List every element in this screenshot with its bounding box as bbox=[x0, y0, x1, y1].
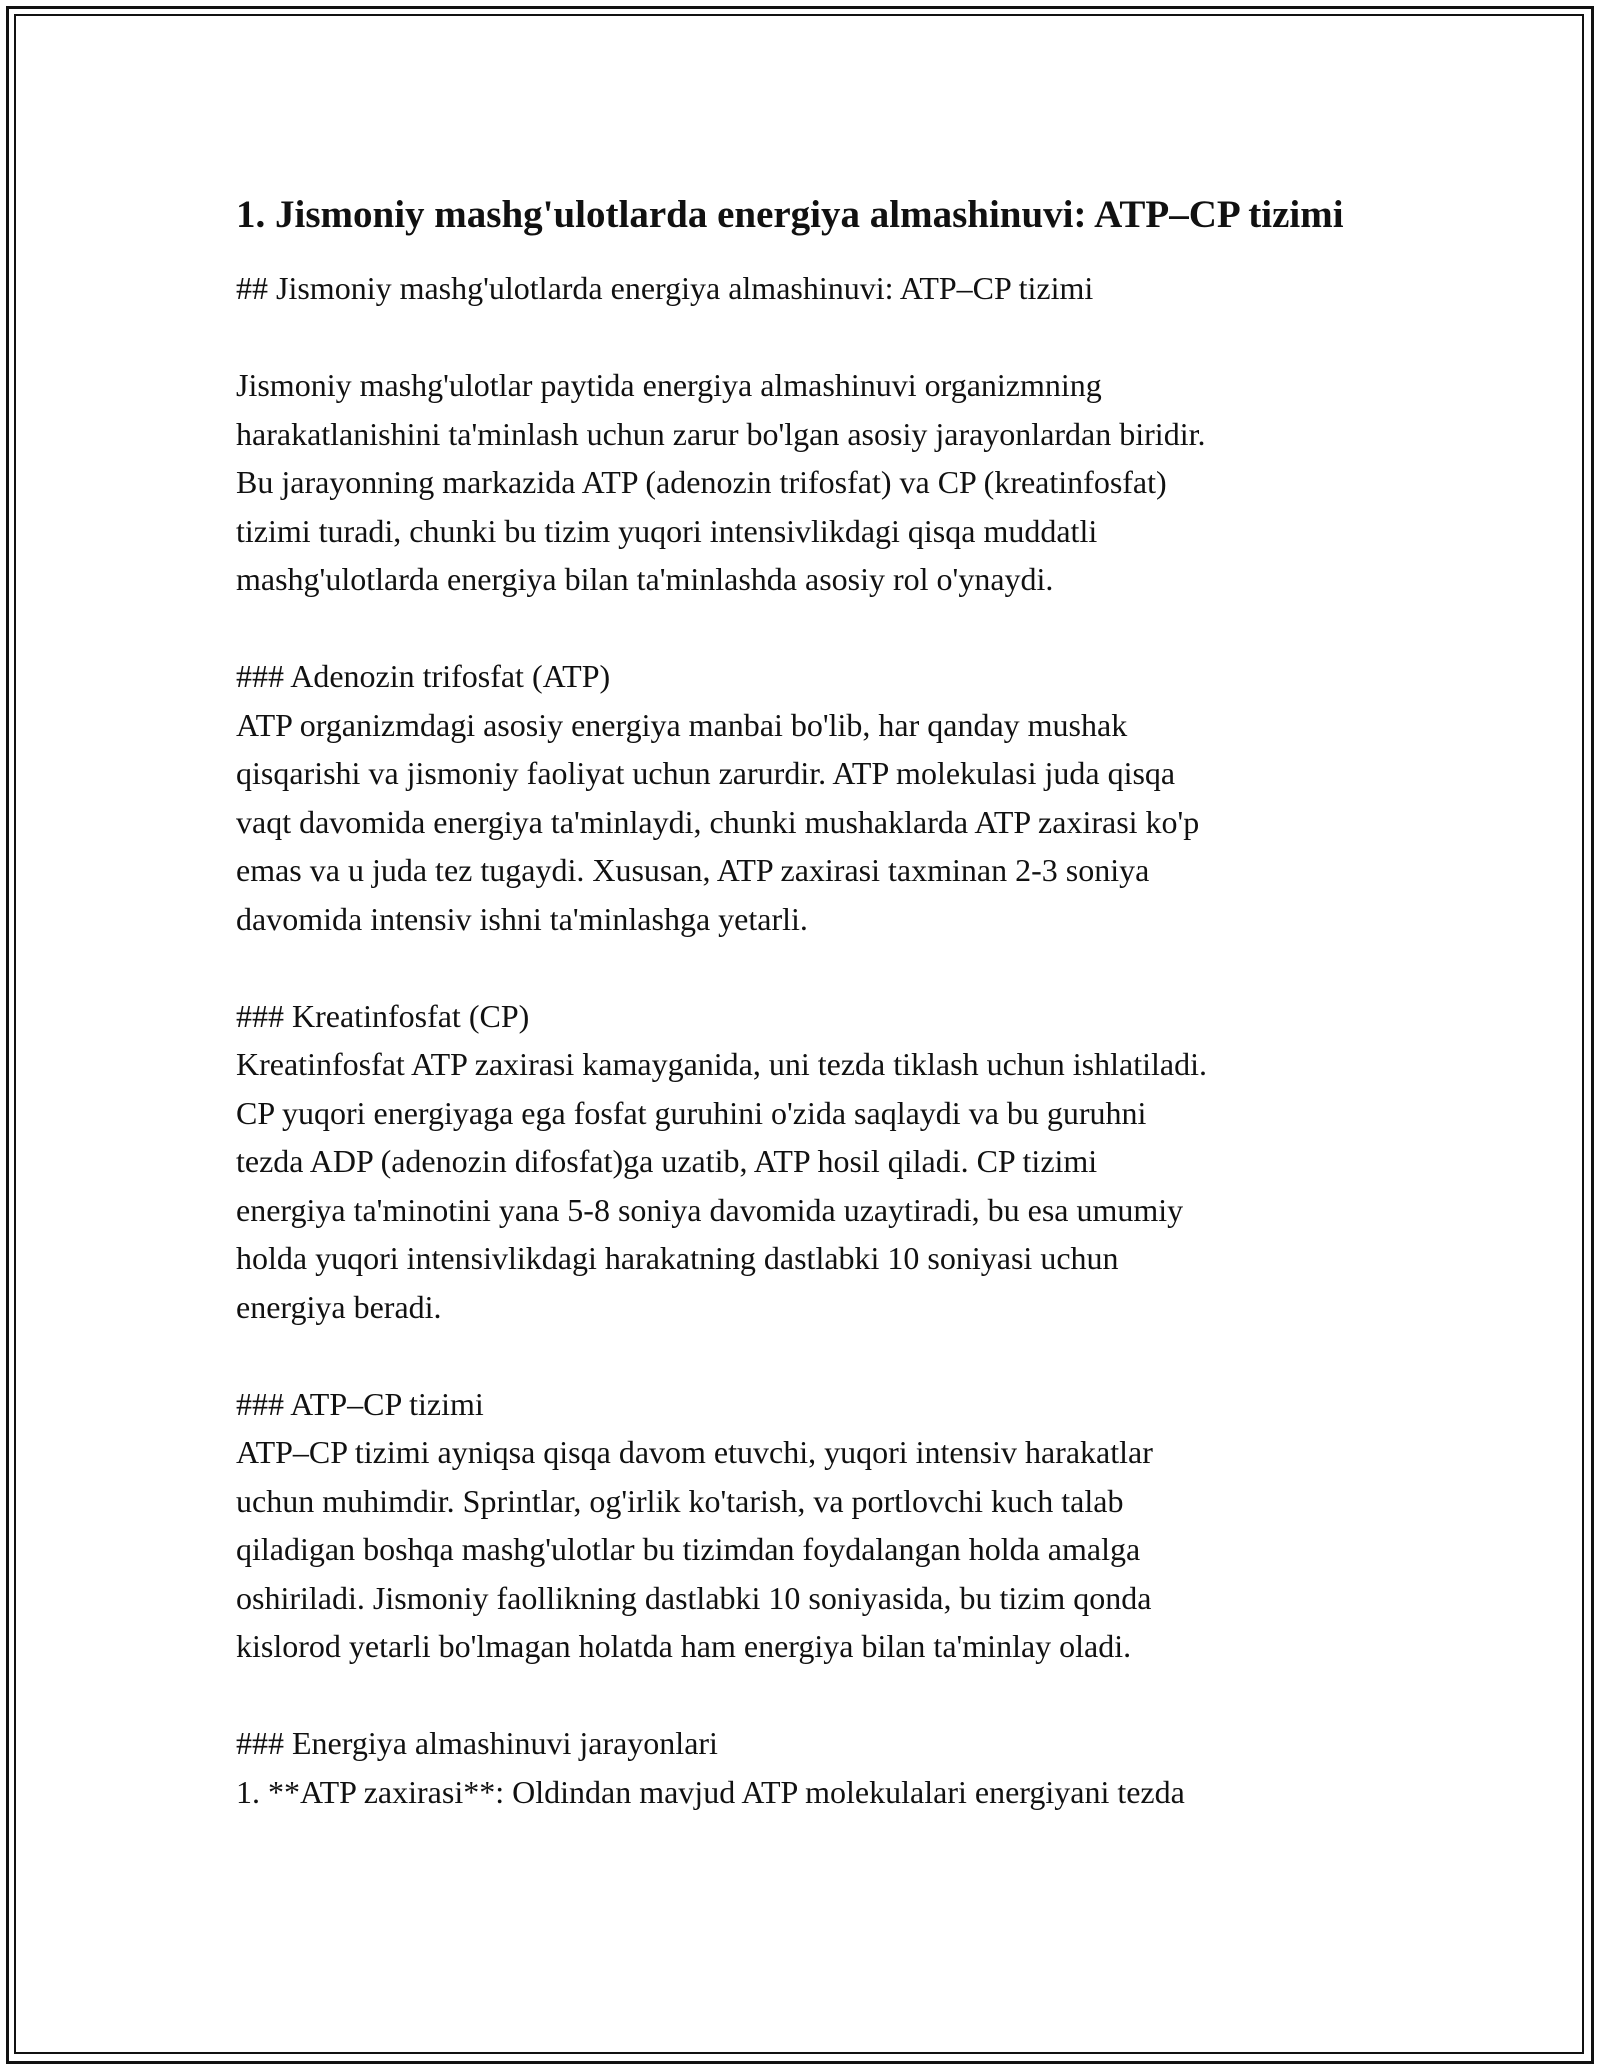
text-line: kislorod yetarli bo'lmagan holatda ham energiya bilan ta'minlay oladi. bbox=[236, 1628, 1132, 1664]
text-line: Kreatinfosfat ATP zaxirasi kamayganida, uni tezda tiklash uchun ishlatiladi. bbox=[236, 1046, 1207, 1082]
blank-line bbox=[236, 943, 1366, 992]
list-item: 1. **ATP zaxirasi**: Oldindan mavjud ATP molekulalari energiyani tezda bbox=[236, 1773, 1185, 1810]
blank-line bbox=[236, 604, 1366, 653]
document-title: 1. Jismoniy mashg'ulotlarda energiya almashinuvi: ATP–CP tizimi bbox=[236, 193, 1344, 236]
text-line: qisqarishi va jismoniy faoliyat uchun zarurdir. ATP molekulasi juda qisqa bbox=[236, 755, 1176, 791]
text-line: Jismoniy mashg'ulotlar paytida energiya almashinuvi organizmning bbox=[236, 367, 1102, 403]
section-energy-processes bbox=[236, 1719, 1366, 1816]
blank-line bbox=[236, 1331, 1366, 1380]
blank-line bbox=[236, 313, 1366, 362]
section-heading: ### Kreatinfosfat (CP) bbox=[236, 997, 530, 1034]
text-line: energiya ta'minotini yana 5-8 soniya davomida uzaytiradi, bu esa umumiy bbox=[236, 1191, 1184, 1228]
text-line: oshiriladi. Jismoniy faollikning dastlabki 10 soniyasida, bu tizim qonda bbox=[236, 1579, 1152, 1616]
document-body bbox=[236, 188, 1366, 1816]
text-line: holda yuqori intensivlikdagi harakatning dastlabki 10 soniyasi uchun bbox=[236, 1240, 1119, 1276]
text-line: davomida intensiv ishni ta'minlashga yetarli. bbox=[236, 900, 808, 937]
text-line: tizimi turadi, chunki bu tizim yuqori intensivlikdagi qisqa muddatli bbox=[236, 512, 1098, 549]
text-line: uchun muhimdir. Sprintlar, og'irlik ko'tarish, va portlovchi kuch talab bbox=[236, 1482, 1124, 1519]
section-atp-cp bbox=[236, 1380, 1366, 1671]
text-line: Bu jarayonning markazida ATP (adenozin trifosfat) va CP (kreatinfosfat) bbox=[236, 464, 1167, 500]
section-atp bbox=[236, 652, 1366, 943]
text-line: vaqt davomida energiya ta'minlaydi, chunki mushaklarda ATP zaxirasi ko'p bbox=[236, 803, 1200, 840]
text-line: mashg'ulotlarda energiya bilan ta'minlashda asosiy rol o'ynaydi. bbox=[236, 561, 1054, 597]
intro-paragraph bbox=[236, 361, 1366, 604]
blank-line bbox=[236, 1671, 1366, 1720]
text-line: CP yuqori energiyaga ega fosfat guruhini o'zida saqlaydi va bu guruhni bbox=[236, 1094, 1147, 1131]
text-line: ATP–CP tizimi ayniqsa qisqa davom etuvchi, yuqori intensiv harakatlar bbox=[236, 1434, 1153, 1470]
markdown-h2: ## Jismoniy mashg'ulotlarda energiya almashinuvi: ATP–CP tizimi bbox=[236, 270, 1094, 306]
text-line: emas va u juda tez tugaydi. Xususan, ATP zaxirasi taxminan 2-3 soniya bbox=[236, 852, 1150, 888]
section-heading: ### Adenozin trifosfat (ATP) bbox=[236, 658, 611, 694]
text-line: tezda ADP (adenozin difosfat)ga uzatib, ATP hosil qiladi. CP tizimi bbox=[236, 1143, 1098, 1179]
text-line: ATP organizmdagi asosiy energiya manbai bo'lib, har qanday mushak bbox=[236, 706, 1128, 743]
section-heading: ### ATP–CP tizimi bbox=[236, 1385, 484, 1422]
section-heading: ### Energiya almashinuvi jarayonlari bbox=[236, 1725, 718, 1761]
section-cp bbox=[236, 992, 1366, 1332]
text-line: qiladigan boshqa mashg'ulotlar bu tizimdan foydalangan holda amalga bbox=[236, 1531, 1141, 1567]
text-line: harakatlanishini ta'minlash uchun zarur bo'lgan asosiy jarayonlardan biridir. bbox=[236, 415, 1206, 452]
text-line: energiya beradi. bbox=[236, 1288, 442, 1325]
